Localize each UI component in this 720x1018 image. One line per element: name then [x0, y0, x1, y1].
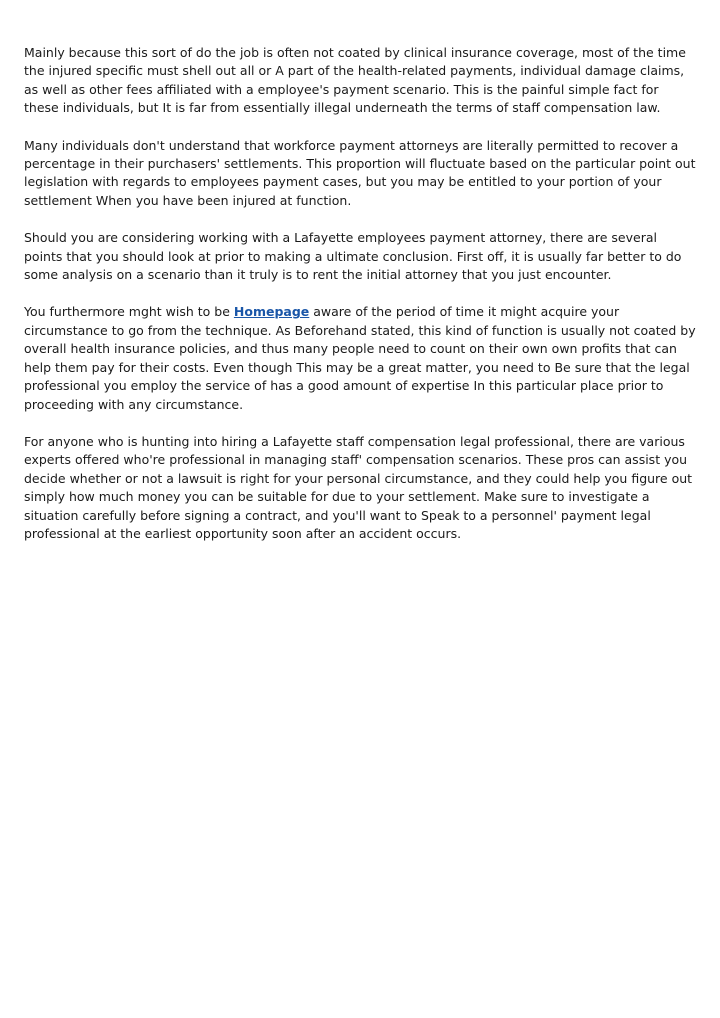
paragraph-time-frame-rest: aware of the period of time it might acquire your circumstance to go from the technique. As Beforehand stated, this kind of function is usually not coated by overall health insurance policies, and thus many people need to count on their own own profits that can help them pay for their costs. Even though This may be a great matter, you need to Be sure that the legal professional you employ the service of has a good amount of expertise In this particular place prior to proceeding with any circumstance.	[24, 304, 696, 412]
paragraph-hiring-advice: For anyone who is hunting into hiring a Lafayette staff compensation legal professional, there are various experts offered who're professional in managing staff' compensation scenarios. These pros can assist you decide whether or not a lawsuit is right for your personal circumstance, and they could help you figure out simply how much money you can be suitable for due to your settlement. Make sure to investigate a situation carefully before signing a contract, and you'll want to Speak to a personnel' payment legal professional at the earliest opportunity soon after an accident occurs.	[24, 433, 693, 541]
homepage-link[interactable]: Homepage	[233, 304, 310, 320]
paragraph-time-frame	[24, 303, 696, 413]
document-body	[24, 44, 696, 562]
paragraph-choosing-attorney: Should you are considering working with a Lafayette employees payment attorney, there are several points that you should look at prior to making a ultimate conclusion. First off, it is usually far better to do some analysis on a scenario than it truly is to rent the initial attorney that you just encounter.	[24, 230, 682, 283]
paragraph-attorney-percentage: Many individuals don't understand that workforce payment attorneys are literally permitted to recover a percentage in their purchasers' settlements. This proportion will fluctuate based on the particular point out legislation with regards to employees payment cases, but you may be entitled to your portion of your settlement When you have been injured at function.	[24, 137, 696, 208]
paragraph-time-frame-lead: You furthermore mght wish to be	[24, 304, 234, 320]
paragraph-medical-coverage: Mainly because this sort of do the job is often not coated by clinical insurance coverage, most of the time the injured specific must shell out all or A part of the health-related payments, individual damage claims, as well as other fees affiliated with a employee's payment scenario. This is the painful simple fact for these individuals, but It is far from essentially illegal underneath the terms of staff compensation law.	[24, 45, 686, 116]
